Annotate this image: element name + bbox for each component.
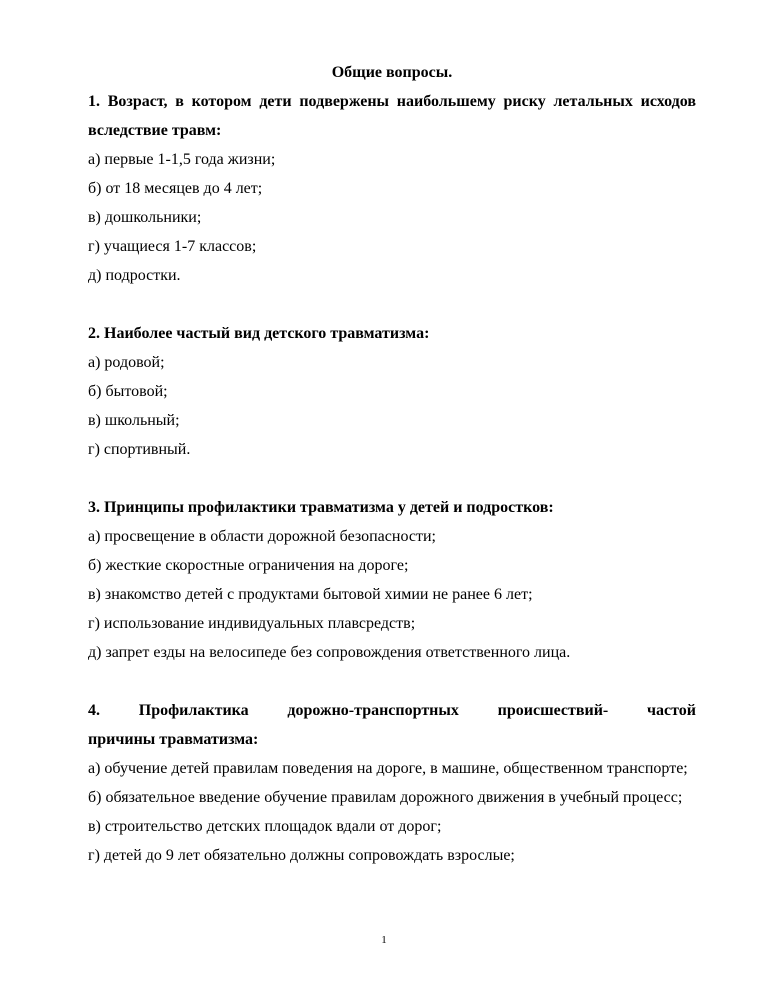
spacer (88, 667, 696, 696)
question-2 (88, 319, 696, 464)
question-4-title-word: происшествий- (497, 702, 609, 719)
question-4-title-line-1 (88, 696, 696, 725)
question-1-answer-e: д) подростки. (88, 267, 181, 284)
document-page (88, 58, 696, 870)
question-3-answer-a: а) просвещение в области дорожной безопасности; (88, 528, 436, 545)
question-2-answer-c: в) школьный; (88, 412, 180, 429)
page-number: 1 (381, 934, 387, 946)
question-4 (88, 696, 696, 870)
question-3-answer-e: д) запрет езды на велосипеде без сопровождения ответственного лица. (88, 644, 571, 661)
question-4-title-word: Профилактика (138, 702, 249, 719)
question-1 (88, 87, 696, 290)
question-2-answer-d: г) спортивный. (88, 441, 191, 458)
question-4-answer-c: в) строительство детских площадок вдали от дорог; (88, 818, 442, 835)
spacer (88, 290, 696, 319)
question-2-answer-a: а) родовой; (88, 354, 165, 371)
question-3 (88, 493, 696, 667)
question-1-title: 1. Возраст, в котором дети подвержены наибольшему риску летальных исходов вследствие травм: (88, 93, 696, 139)
question-3-answer-d: г) использование индивидуальных плавсредств; (88, 615, 416, 632)
question-3-answer-b: б) жесткие скоростные ограничения на дороге; (88, 557, 409, 574)
question-3-answer-c: в) знакомство детей с продуктами бытовой химии не ранее 6 лет; (88, 586, 533, 603)
question-1-answer-a: а) первые 1-1,5 года жизни; (88, 151, 276, 168)
page-heading: Общие вопросы. (331, 64, 453, 81)
question-3-title: 3. Принципы профилактики травматизма у детей и подростков: (88, 499, 554, 516)
spacer (88, 464, 696, 493)
question-1-answer-b: б) от 18 месяцев до 4 лет; (88, 180, 263, 197)
question-4-answer-a: а) обучение детей правилам поведения на дороге, в машине, общественном транспорте; (88, 760, 688, 777)
question-4-answer-b: б) обязательное введение обучение правилам дорожного движения в учебный процесс; (88, 789, 683, 806)
question-2-title: 2. Наиболее частый вид детского травматизма: (88, 325, 430, 342)
question-4-title-word: 4. (88, 702, 100, 719)
question-4-title-line-2: причины травматизма: (88, 731, 259, 748)
question-1-answer-c: в) дошкольники; (88, 209, 202, 226)
question-4-title-word: дорожно-транспортных (287, 702, 459, 719)
question-1-answer-d: г) учащиеся 1-7 классов; (88, 238, 257, 255)
question-4-answer-d: г) детей до 9 лет обязательно должны сопровождать взрослые; (88, 847, 515, 864)
question-2-answer-b: б) бытовой; (88, 383, 168, 400)
question-4-title-word: частой (647, 702, 696, 719)
